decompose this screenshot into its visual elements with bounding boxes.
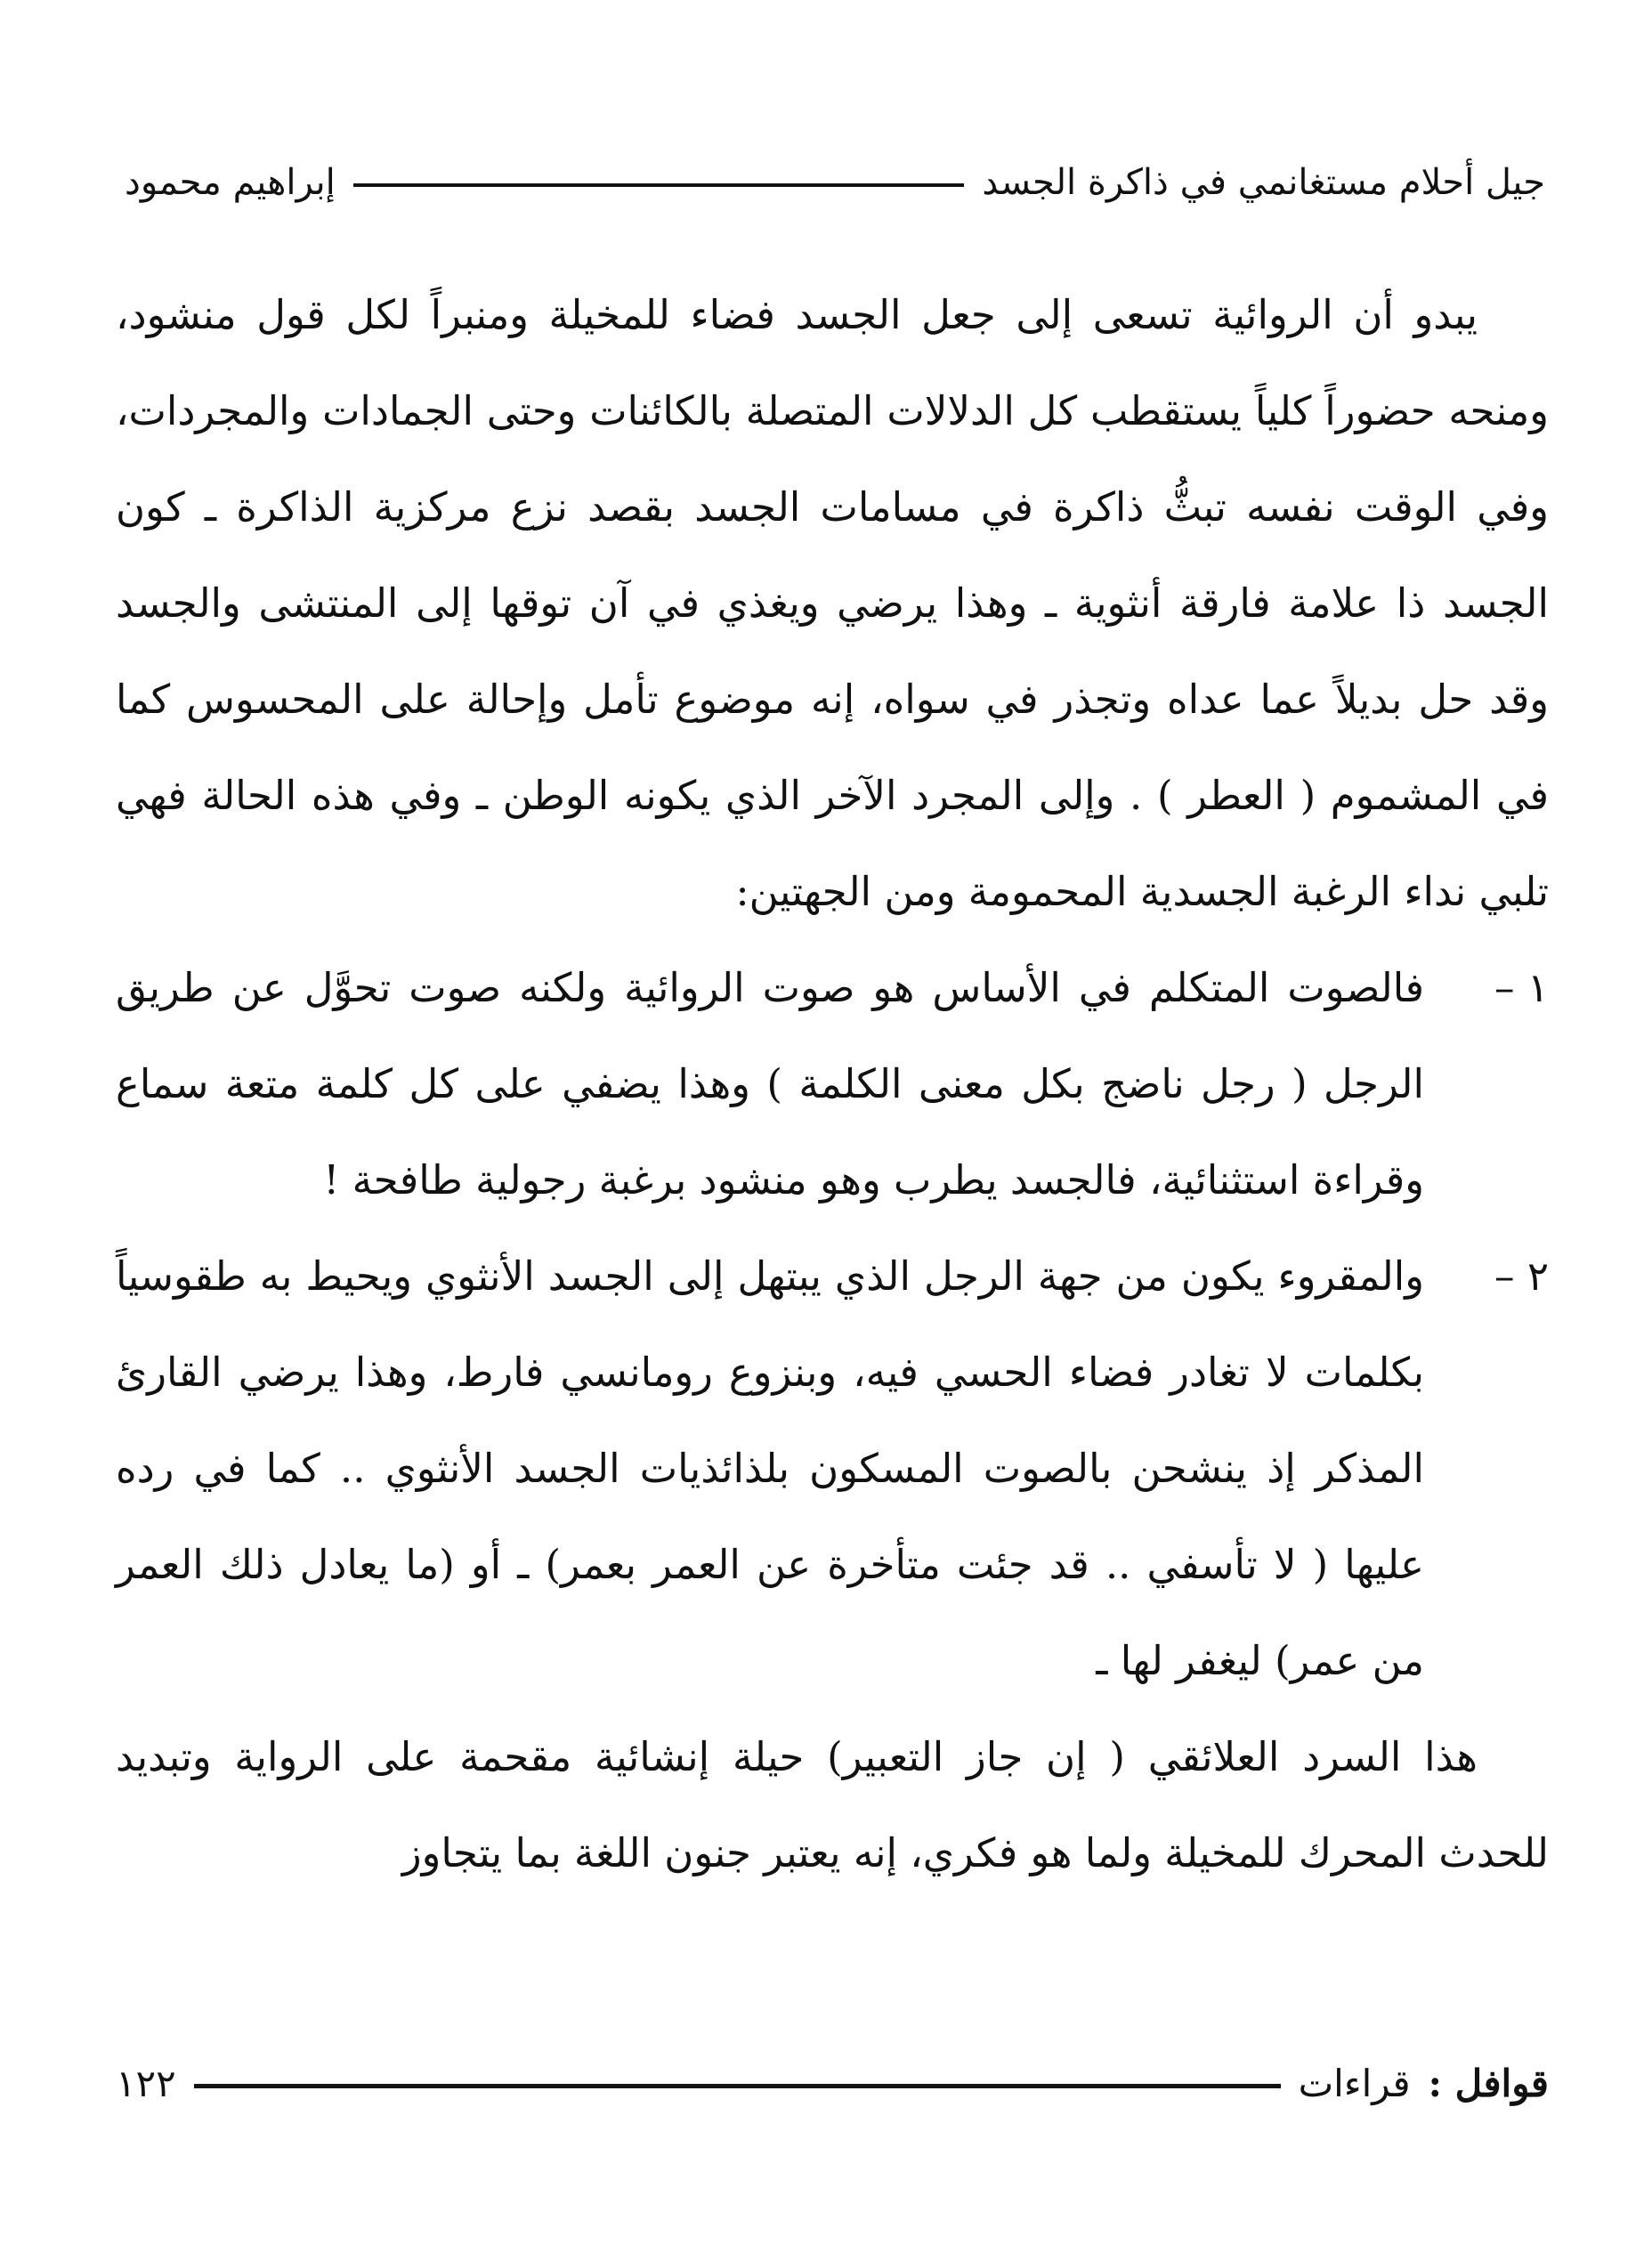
list-item-2 — [116, 1228, 1549, 1709]
page-footer — [116, 2052, 1549, 2114]
paragraph-1: يبدو أن الروائية تسعى إلى جعل الجسد فضاء للمخيلة ومنبراً لكل قول منشود، ومنحه حضوراً كلياً يستقطب كل الدلالات المتصلة بالكائنات وحتى الجمادات والمجردات، وفي الوقت نفسه تبثُّ ذاكرة في مسامات الجسد بقصد نزع مركزية الذاكرة ـ كون الجسد ذا علامة فارقة أنثوية ـ وهذا يرضي ويغذي في آن توقها إلى المنتشى والجسد وقد حل بديلاً عما عداه وتجذر في سواه، إنه موضوع تأمل وإحالة على المحسوس كما في المشموم ( العطر ) . وإلى المجرد الآخر الذي يكونه الوطن ـ وفي هذه الحالة فهي تلبي نداء الرغبة الجسدية المحمومة ومن الجهتين: — [116, 291, 1549, 915]
list-item-text: والمقروء يكون من جهة الرجل الذي يبتهل إلى الجسد الأنثوي ويحيط به طقوسياً بكلمات لا تغادر فضاء الحسي فيه، وبنزوع رومانسي فارط، وهذا يرضي القارئ المذكر إذ ينشحن بالصوت المسكون بلذائذيات الجسد الأنثوي .. كما في رده عليها ( لا تأسفي .. قد جئت متأخرة عن العمر بعمر) ـ أو (ما يعادل ذلك العمر من عمر) ليغفر لها ـ — [116, 1252, 1424, 1684]
list-item-number: ١ – — [1494, 964, 1549, 1011]
list-item-text: فالصوت المتكلم في الأساس هو صوت الروائية ولكنه صوت تحوَّل عن طريق الرجل ( رجل ناضج بكل معنى الكلمة ) وهذا يضفي على كل كلمة متعة سماع وقراءة استثنائية، فالجسد يطرب وهو منشود برغبة رجولية طافحة ! — [116, 964, 1424, 1204]
page-body — [116, 267, 1549, 1901]
running-header — [125, 151, 1545, 214]
list-item-1 — [116, 940, 1549, 1228]
page-number: ١٢٢ — [116, 2061, 176, 2105]
header-author: إبراهيم محمود — [125, 162, 336, 203]
footer-section: قراءات — [1298, 2061, 1411, 2105]
list-item-number: ٢ – — [1494, 1252, 1549, 1300]
header-title: جيل أحلام مستغانمي في ذاكرة الجسد — [982, 162, 1545, 203]
footer-journal: قوافل : — [1428, 2061, 1549, 2105]
footer-rule — [194, 2084, 1281, 2088]
paragraph-2: هذا السرد العلائقي ( إن جاز التعبير) حيلة إنشائية مقحمة على الرواية وتبديد للحدث المحرك للمخيلة ولما هو فكري، إنه يعتبر جنون اللغة بما يتجاوز — [116, 1733, 1549, 1876]
header-rule — [353, 183, 965, 187]
